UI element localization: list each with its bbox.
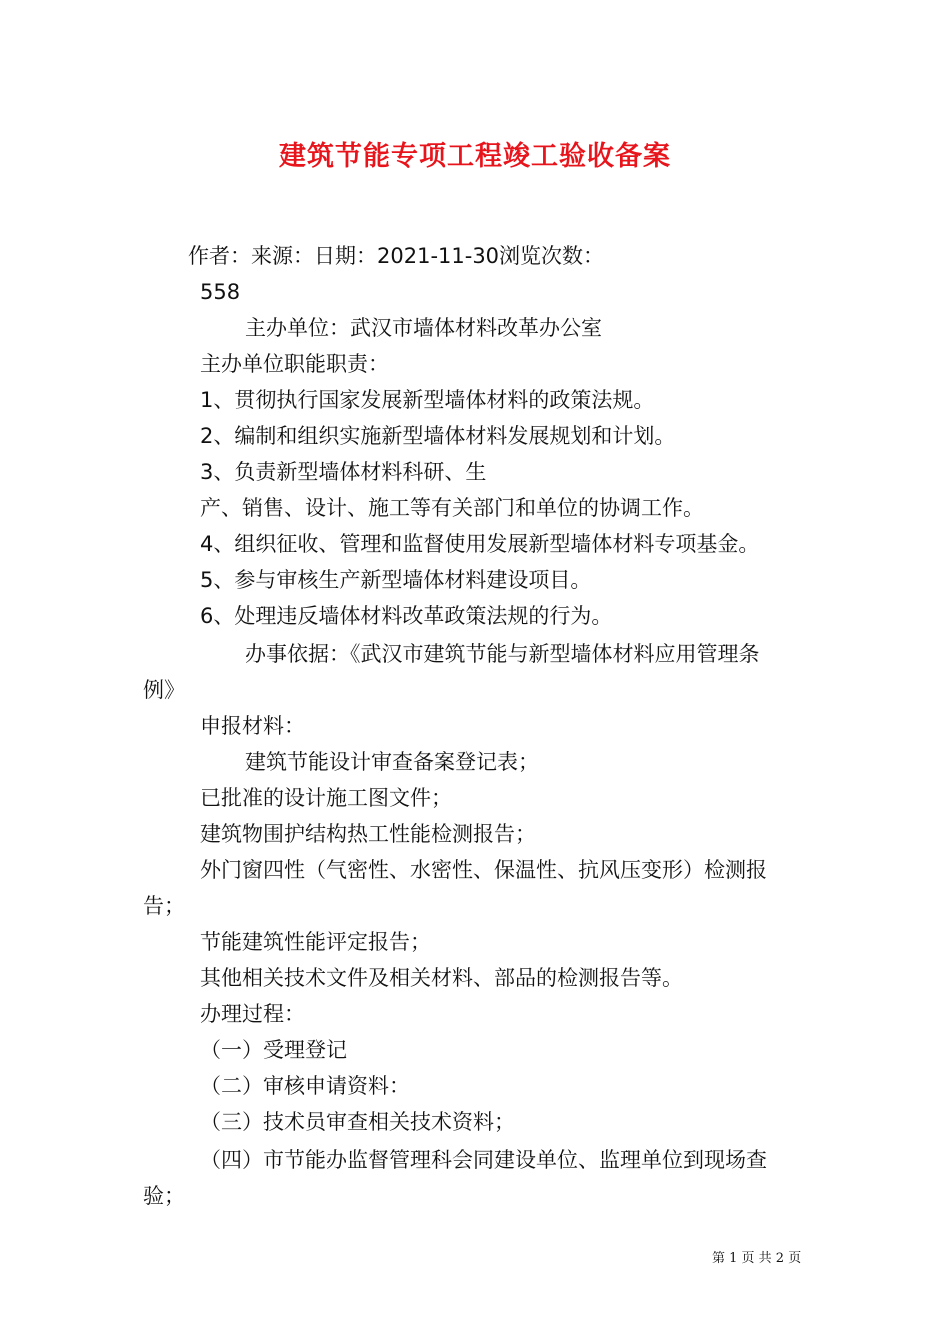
process-step: （二）审核申请资料： (200, 1074, 410, 1098)
duty-item: 3、负责新型墙体材料科研、生 (200, 460, 487, 484)
process-step: （三）技术员审查相关技术资料； (200, 1110, 515, 1134)
material-item: 已批准的设计施工图文件； (200, 786, 452, 810)
view-count: 558 (200, 280, 241, 304)
duty-item: 4、组织征收、管理和监督使用发展新型墙体材料专项基金。 (200, 532, 760, 556)
duty-item: 5、参与审核生产新型墙体材料建设项目。 (200, 568, 592, 592)
meta-line: 作者：来源：日期：2021-11-30浏览次数： (188, 244, 605, 268)
page-footer: 第 1 页 共 2 页 (712, 1251, 802, 1266)
material-item: 建筑物围护结构热工性能检测报告； (200, 822, 536, 846)
materials-heading: 申报材料： (200, 714, 305, 738)
duty-item: 1、贯彻执行国家发展新型墙体材料的政策法规。 (200, 388, 655, 412)
material-item: 节能建筑性能评定报告； (200, 930, 431, 954)
duty-item: 6、处理违反墙体材料改革政策法规的行为。 (200, 604, 613, 628)
duty-item: 2、编制和组织实施新型墙体材料发展规划和计划。 (200, 424, 676, 448)
process-step: （四）市节能办监督管理科会同建设单位、监理单位到现场查 (200, 1148, 767, 1172)
material-item: 其他相关技术文件及相关材料、部品的检测报告等。 (200, 966, 683, 990)
host-unit: 主办单位：武汉市墙体材料改革办公室 (245, 316, 602, 340)
process-heading: 办理过程： (200, 1002, 305, 1026)
process-step: 验； (143, 1184, 185, 1208)
page-title: 建筑节能专项工程竣工验收备案 (279, 141, 671, 172)
duties-heading: 主办单位职能职责： (200, 352, 389, 376)
material-item: 外门窗四性（气密性、水密性、保温性、抗风压变形）检测报 (200, 858, 767, 882)
basis-line: 办事依据：《武汉市建筑节能与新型墙体材料应用管理条 (245, 642, 760, 666)
material-item: 建筑节能设计审查备案登记表； (245, 750, 539, 774)
duty-item: 产、销售、设计、施工等有关部门和单位的协调工作。 (200, 496, 704, 520)
material-item: 告； (143, 894, 185, 918)
process-step: （一）受理登记 (200, 1038, 347, 1062)
basis-line: 例》 (143, 678, 185, 702)
